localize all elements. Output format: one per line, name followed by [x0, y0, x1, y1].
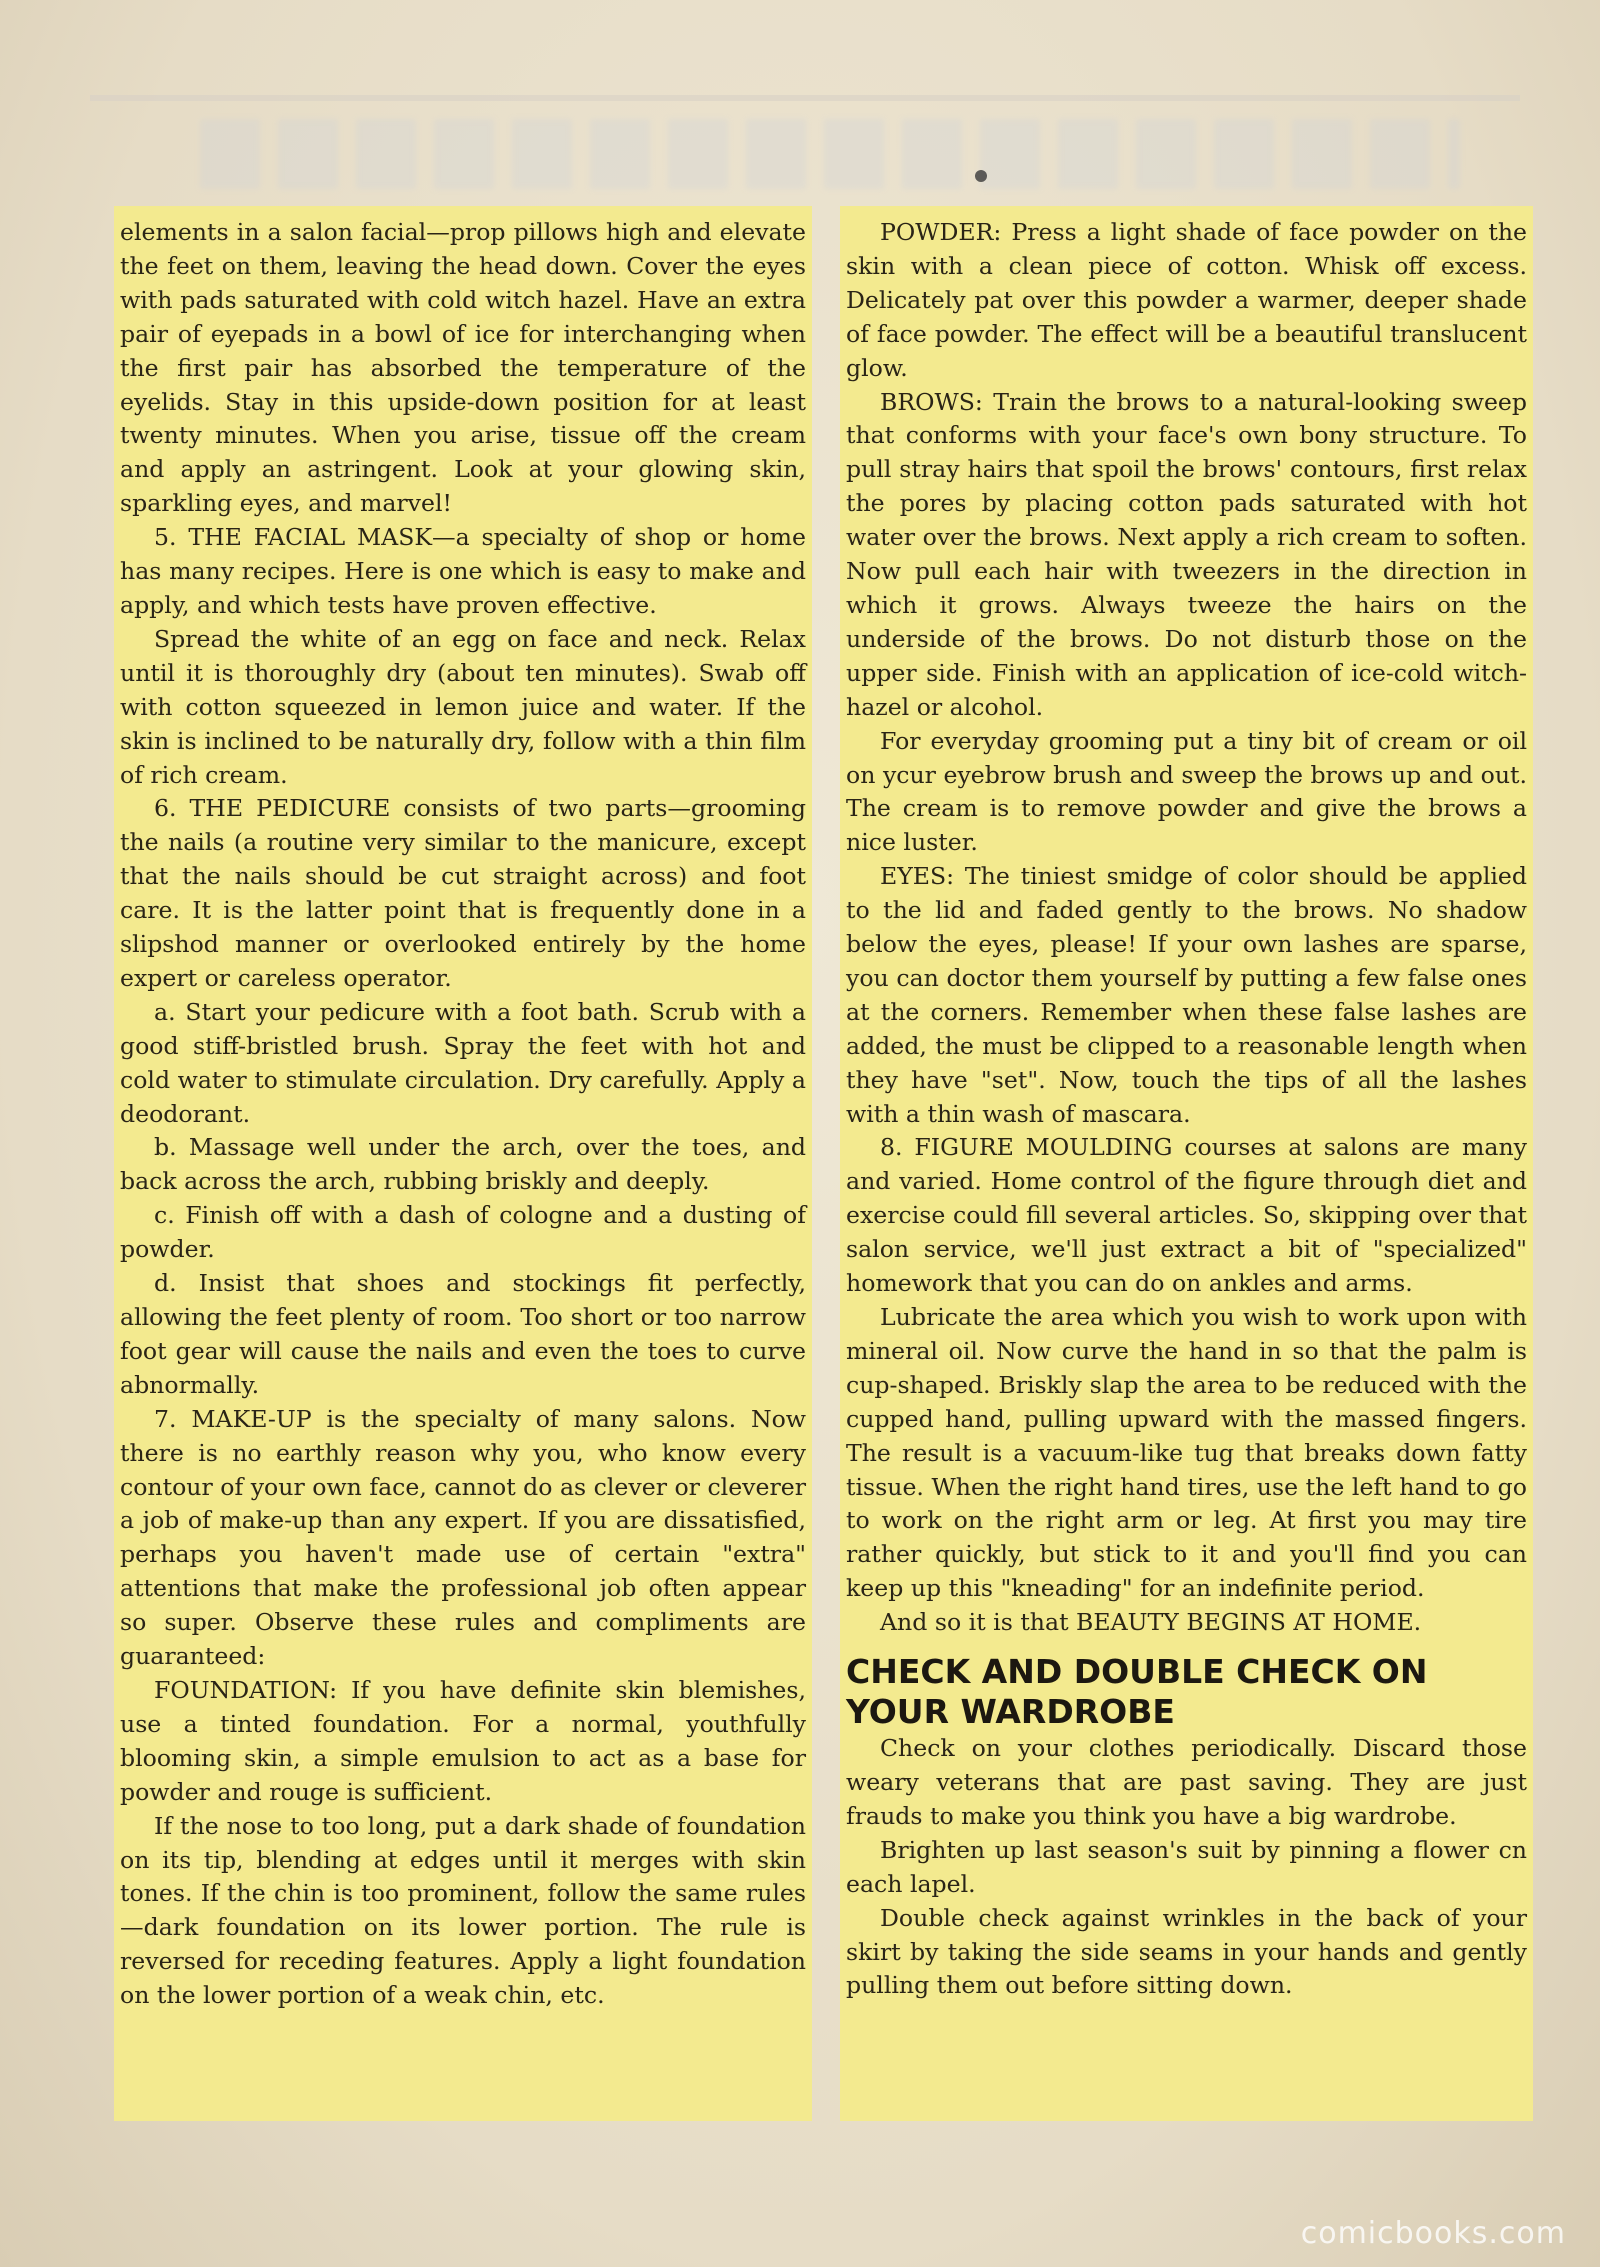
paragraph-make-up: 7. MAKE-UP is the specialty of many salons. Now there is no earthly reason why you, who know every contour of your own face, cannot do as clever or cleverer a job of make-up than any expert. If you are dissatisfied, perhaps you haven't made use of certain "extra" attentions that make the professional job often appear so super. Observe these rules and compliments are guaranteed: [120, 1404, 806, 1671]
paragraph-beauty-begins: And so it is that BEAUTY BEGINS AT HOME. [880, 1608, 1422, 1637]
paragraph-pedicure-d: d. Insist that shoes and stockings fit perfectly, allowing the feet plenty of room. Too short or too narrow foot gear will cause the nails and even the toes to curve abnormally. [120, 1269, 806, 1399]
paragraph-foundation: FOUNDATION: If you have definite skin blemishes, use a tinted foundation. For a normal, youthfully blooming skin, a simple emulsion to act as a base for powder and rouge is sufficient. [120, 1675, 806, 1806]
paragraph-pedicure-b: b. Massage well under the arch, over the toes, and back across the arch, rubbing briskly and deeply. [120, 1133, 806, 1196]
paragraph-pedicure-c: c. Finish off with a dash of cologne and a dusting of powder. [120, 1201, 806, 1264]
paragraph-facial-mask: 5. THE FACIAL MASK—a specialty of shop or home has many recipes. Here is one which is easy to make and apply, and which tests have proven effective. [120, 523, 806, 619]
faded-title-graphic [200, 119, 1460, 189]
faded-header-banner [90, 95, 1520, 221]
paragraph-double-check: Double check against wrinkles in the back of your skirt by taking the side seams in your hands and gently pulling them out before sitting down. [846, 1903, 1527, 2000]
paragraph-brows: BROWS: Train the brows to a natural-looking sweep that conforms with your face's own bony structure. To pull stray hairs that spoil the brows' contours, first relax the pores by placing cotton pads saturated with hot water over the brows. Next apply a rich cream to soften. Now pull each hair with tweezers in the direction in which it grows. Always tweeze the hairs on the underside of the brows. Do not disturb those on the upper side. Finish with an application of ice-cold witch-hazel or alcohol. [846, 387, 1527, 721]
paragraph-eyes: EYES: The tiniest smidge of color should be applied to the lid and faded gently to the brows. No shadow below the eyes, please! If your own lashes are sparse, you can doctor them yourself by putting a few false ones at the corners. Remember when these false lashes are added, the must be clipped to a reasonable length when they have "set". Now, touch the tips of all the lashes with a thin wash of mascara. [846, 862, 1527, 1128]
left-text-column [114, 206, 812, 2121]
right-text-column [840, 206, 1533, 2121]
paragraph-powder: POWDER: Press a light shade of face powder on the skin with a clean piece of cotton. Whisk off excess. Delicately pat over this powder a warmer, deeper shade of face powder. The effect will be a beautiful translucent glow. [846, 218, 1527, 382]
paragraph-lubricate: Lubricate the area which you wish to work upon with mineral oil. Now curve the hand in so that the palm is cup-shaped. Briskly slap the area to be reduced with the cupped hand, pulling upward with the massed fingers. The result is a vacuum-like tug that breaks down fatty tissue. When the right hand tires, use the left hand to go to work on the right arm or leg. At first you may tire rather quickly, but stick to it and you'll find you can keep up this "kneading" for an indefinite period. [846, 1303, 1527, 1603]
ink-dot [975, 170, 987, 182]
paragraph-everyday-grooming: For everyday grooming put a tiny bit of cream or oil on ycur eyebrow brush and sweep the brows up and out. The cream is to remove powder and give the brows a nice luster. [846, 726, 1527, 857]
paragraph-egg-white: Spread the white of an egg on face and neck. Relax until it is thoroughly dry (about ten minutes). Swab off with cotton squeezed in lemon juice and water. If the skin is inclined to be naturally dry, follow with a thin film of rich cream. [120, 624, 806, 789]
paragraph-check-clothes: Check on your clothes periodically. Discard those weary veterans that are past saving. They are just frauds to make you think you have a big wardrobe. [846, 1734, 1527, 1830]
paragraph-nose-chin: If the nose to too long, put a dark shade of foundation on its tip, blending at edges until it merges with skin tones. If the chin is too prominent, follow the same rules—dark foundation on its lower portion. The rule is reversed for receding features. Apply a light foundation on the lower portion of a weak chin, etc. [120, 1811, 806, 2010]
site-watermark: comicbooks.com [1300, 2216, 1566, 2251]
paragraph-figure-moulding: 8. FIGURE MOULDING courses at salons are many and varied. Home control of the figure through diet and exercise could fill several articles. So, skipping over that salon service, we'll just extract a bit of "specialized" homework that you can do on ankles and arms. [846, 1133, 1527, 1298]
paragraph-facial-intro: elements in a salon facial—prop pillows high and elevate the feet on them, leaving the head down. Cover the eyes with pads saturated with cold witch hazel. Have an extra pair of eyepads in a bowl of ice for interchanging when the first pair has absorbed the temperature of the eyelids. Stay in this upside-down position for at least twenty minutes. When you arise, tissue off the cream and apply an astringent. Look at your glowing skin, sparkling eyes, and marvel! [120, 218, 806, 518]
paragraph-pedicure: 6. THE PEDICURE consists of two parts—grooming the nails (a routine very similar to the manicure, except that the nails should be cut straight across) and foot care. It is the latter point that is frequently done in a slipshod manner or overlooked entirely by the home expert or careless operator. [120, 794, 806, 992]
wardrobe-heading: CHECK AND DOUBLE CHECK ON YOUR WARDROBE [846, 1652, 1428, 1732]
paragraph-brighten-suit: Brighten up last season's suit by pinning a flower cn each lapel. [846, 1835, 1527, 1898]
paragraph-pedicure-a: a. Start your pedicure with a foot bath. Scrub with a good stiff-bristled brush. Spray the feet with hot and cold water to stimulate circulation. Dry carefully. Apply a deodorant. [120, 997, 806, 1128]
